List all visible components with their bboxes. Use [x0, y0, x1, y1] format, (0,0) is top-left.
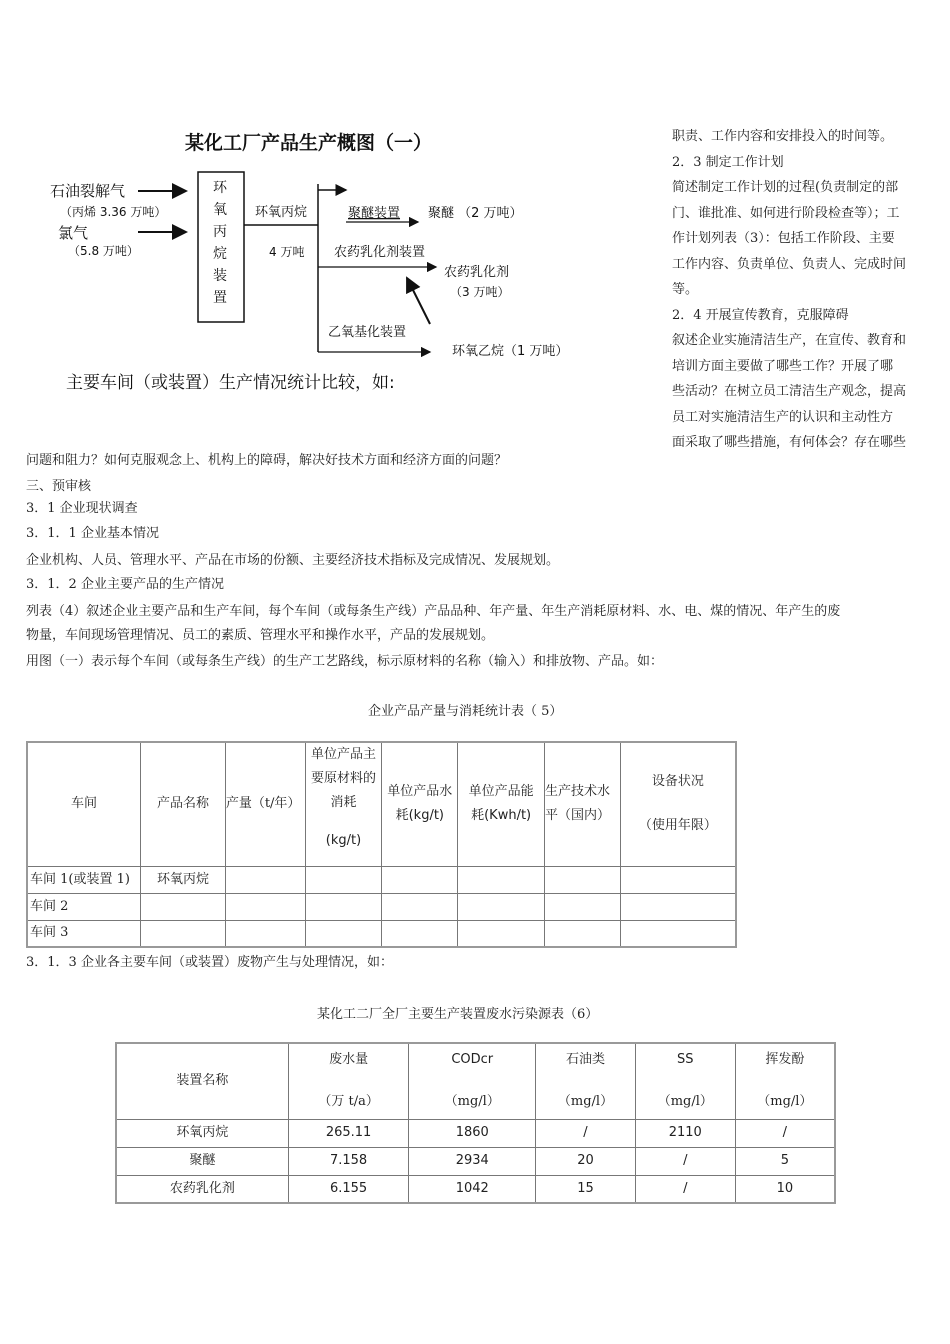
table5	[26, 741, 737, 948]
input1-sub: （丙烯 3.36 万吨）	[60, 205, 167, 219]
cell-water: 7.158	[288, 1147, 409, 1175]
cell-empty	[225, 866, 305, 893]
header-cell: 产量（t/年）	[225, 742, 305, 866]
body-paragraph: 用图（一）表示每个车间（或每条生产线）的生产工艺路线，标示原材料的名称（输入）和排放物、产品。如：	[26, 654, 664, 669]
table6-header-row	[116, 1043, 835, 1119]
body-paragraph: 问题和阻力？如何克服观念上、机构上的障碍，解决好技术方面和经济方面的问题？	[26, 453, 508, 468]
cell-oil: /	[536, 1119, 636, 1147]
cell-empty	[620, 866, 736, 893]
right-line: 叙述企业实施清洁生产，在宣传、教育和	[672, 333, 907, 348]
cell-oil: 20	[536, 1147, 636, 1175]
cell-empty	[458, 893, 545, 920]
cell-empty	[545, 866, 621, 893]
right-line: 面采取了哪些措施，有何体会？存在哪些	[672, 435, 907, 450]
header-cell: 车间	[27, 742, 141, 866]
diagram-title: 某化工厂产品生产概图（一）	[185, 132, 433, 154]
cell-workshop: 车间 3	[27, 920, 141, 947]
cell-cod: 2934	[409, 1147, 536, 1175]
cell-empty	[458, 866, 545, 893]
branch1-product: 聚醚 （2 万吨）	[428, 206, 523, 221]
header-cell	[620, 742, 736, 866]
header-cell: 装置名称	[116, 1043, 288, 1119]
branch2-qty: （3 万吨）	[450, 285, 510, 299]
table-row	[116, 1119, 835, 1147]
table6	[115, 1042, 836, 1204]
header-line: 耗(Kwh/t)	[471, 808, 532, 824]
header-line: 耗(kg/t)	[395, 808, 444, 824]
cell-ss: 2110	[635, 1119, 735, 1147]
body-paragraph: 企业机构、人员、管理水平、产品在市场的份额、主要经济技术指标及完成情况、发展规划。	[26, 553, 560, 568]
cell-water: 6.155	[288, 1175, 409, 1203]
cell-empty	[545, 920, 621, 947]
cell-product: 环氧丙烷	[141, 866, 226, 893]
branch2-product: 农药乳化剂	[444, 265, 510, 280]
cell-ss: /	[635, 1175, 735, 1203]
cell-cod: 1860	[409, 1119, 536, 1147]
cell-empty	[458, 920, 545, 947]
header-cell	[305, 742, 382, 866]
box-char-1: 环	[213, 180, 227, 196]
box-char-5: 装	[213, 268, 227, 284]
cell-water: 265.11	[288, 1119, 409, 1147]
cell-phenol: 5	[735, 1147, 835, 1175]
header-line: 消耗	[330, 795, 357, 810]
right-column-text	[672, 124, 927, 456]
cell-workshop: 车间 1(或装置 1)	[27, 866, 141, 893]
cell-empty	[225, 893, 305, 920]
header-line: （mg/l）	[757, 1094, 813, 1110]
table5-header-row	[27, 742, 736, 866]
cell-name: 环氧丙烷	[116, 1119, 288, 1147]
header-line: （万 t/a）	[318, 1094, 379, 1110]
header-line: （使用年限）	[638, 818, 717, 834]
right-line: 门、谁批准、如何进行阶段检查等）；工	[672, 205, 900, 221]
cell-empty	[225, 920, 305, 947]
header-line: （mg/l）	[444, 1094, 500, 1110]
header-cell	[409, 1043, 536, 1119]
header-line: SS	[677, 1052, 694, 1068]
mid-qty: 4 万吨	[269, 245, 305, 259]
branch2-unit: 农药乳化剂装置	[334, 245, 426, 260]
cell-workshop: 车间 2	[27, 893, 141, 920]
header-line: 石油类	[565, 1052, 605, 1068]
section-heading: 三、预审核	[26, 479, 92, 494]
cell-empty	[620, 920, 736, 947]
cell-oil: 15	[536, 1175, 636, 1203]
section-heading: 3．1．2 企业主要产品的生产情况	[26, 577, 224, 592]
header-line: 要原材料的	[310, 771, 376, 786]
cell-phenol: /	[735, 1119, 835, 1147]
box-char-4: 烷	[213, 246, 227, 262]
header-line: （mg/l）	[557, 1094, 614, 1110]
mid-label: 环氧丙烷	[255, 205, 308, 220]
box-char-6: 置	[213, 290, 227, 306]
header-line: CODcr	[451, 1052, 494, 1068]
body-paragraph: 物量，车间现场管理情况、员工的素质、管理水平和操作水平，产品的发展规划。	[26, 628, 495, 643]
header-line: 平（国内）	[545, 808, 611, 824]
section-heading: 3．1 企业现状调查	[26, 501, 138, 516]
right-line: 些活动？在树立员工清洁生产观念，提高	[672, 384, 907, 399]
header-cell: 产品名称	[141, 742, 226, 866]
cell-name: 聚醚	[116, 1147, 288, 1175]
right-line: 工作内容、负责单位、负责人、完成时间	[672, 256, 907, 272]
header-cell	[545, 742, 621, 866]
header-line: (kg/t)	[325, 833, 362, 848]
cell-product	[141, 920, 226, 947]
cell-empty	[620, 893, 736, 920]
header-line: （mg/l）	[657, 1094, 713, 1110]
cell-ss: /	[635, 1147, 735, 1175]
table6-caption: 某化工二厂全厂主要生产装置废水污染源表（6）	[317, 1007, 599, 1022]
input2-name: 氯气	[58, 224, 89, 242]
cell-phenol: 10	[735, 1175, 835, 1203]
box-char-2: 氧	[213, 202, 227, 218]
cell-empty	[305, 920, 382, 947]
header-line: 单位产品能	[468, 784, 534, 800]
cell-empty	[305, 893, 382, 920]
table-row	[116, 1175, 835, 1203]
diagram-caption: 主要车间（或装置）生产情况统计比较，如:	[66, 373, 395, 393]
cell-empty	[545, 893, 621, 920]
right-line: 等。	[672, 282, 699, 297]
header-cell	[458, 742, 545, 866]
right-line: 员工对实施清洁生产的认识和主动性方	[672, 409, 894, 425]
branch1-unit: 聚醚装置	[348, 206, 401, 221]
table-row	[27, 893, 736, 920]
branch3-diagonal	[407, 278, 430, 324]
table-row	[27, 866, 736, 893]
right-line: 培训方面主要做了哪些工作？开展了哪	[672, 358, 894, 374]
header-cell	[735, 1043, 835, 1119]
right-line: 作计划列表（3）：包括工作阶段、主要	[672, 231, 895, 246]
header-line: 挥发酚	[765, 1052, 805, 1068]
production-diagram	[40, 120, 660, 400]
branch3-unit: 乙氧基化装置	[328, 325, 407, 340]
input1-name: 石油裂解气	[50, 182, 126, 200]
cell-product	[141, 893, 226, 920]
cell-empty	[305, 866, 382, 893]
header-cell	[635, 1043, 735, 1119]
input2-sub: （5.8 万吨）	[68, 244, 139, 258]
cell-name: 农药乳化剂	[116, 1175, 288, 1203]
cell-cod: 1042	[409, 1175, 536, 1203]
table-row	[116, 1147, 835, 1175]
header-cell	[536, 1043, 636, 1119]
section-heading: 3．1．1 企业基本情况	[26, 526, 159, 541]
right-line: 2．4 开展宣传教育，克服障碍	[672, 307, 849, 323]
header-cell	[288, 1043, 409, 1119]
header-line: 单位产品水	[387, 784, 453, 800]
header-line: 生产技术水	[545, 784, 611, 800]
header-cell	[382, 742, 458, 866]
branch3-product: 环氧乙烷（1 万吨）	[452, 344, 569, 359]
header-line: 单位产品主	[310, 747, 376, 762]
cell-empty	[382, 866, 458, 893]
section-heading: 3．1．3 企业各主要车间（或装置）废物产生与处理情况，如：	[26, 955, 393, 970]
right-line: 2．3 制定工作计划	[672, 154, 784, 170]
right-line: 职责、工作内容和安排投入的时间等。	[672, 129, 894, 144]
table-row	[27, 920, 736, 947]
header-line: 废水量	[329, 1052, 369, 1068]
table5-caption: 企业产品产量与消耗统计表（ 5）	[368, 704, 563, 719]
cell-empty	[382, 893, 458, 920]
right-line: 简述制定工作计划的过程(负责制定的部	[672, 180, 899, 195]
box-char-3: 丙	[213, 224, 227, 240]
body-paragraph: 列表（4）叙述企业主要产品和生产车间，每个车间（或每条生产线）产品品种、年产量、年生产消耗原材料、水、电、煤的情况、年产生的废	[26, 604, 841, 619]
header-line: 设备状况	[651, 774, 704, 790]
cell-empty	[382, 920, 458, 947]
